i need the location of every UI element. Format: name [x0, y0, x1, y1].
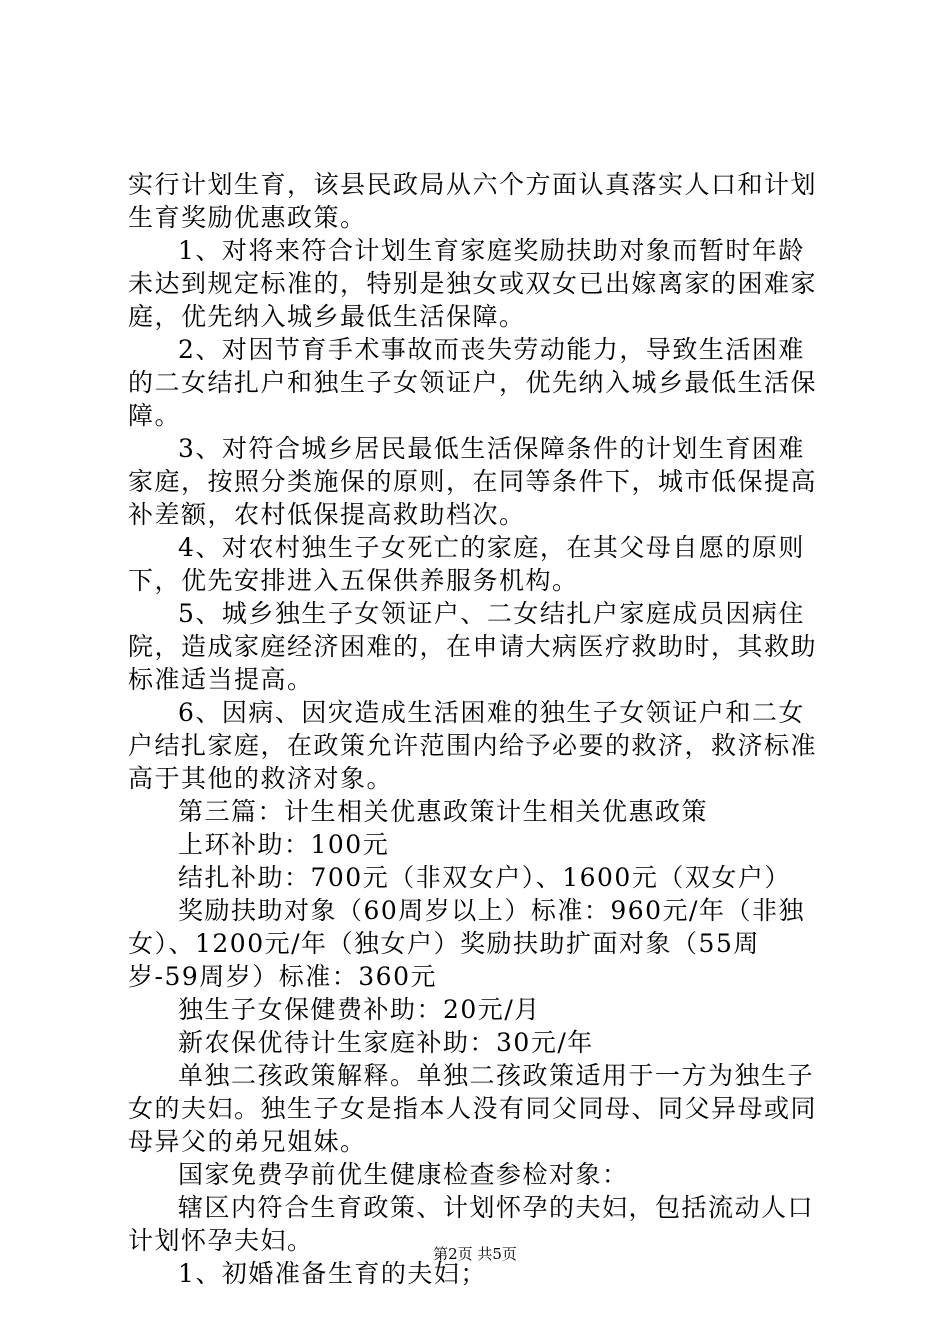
paragraph: 辖区内符合生育政策、计划怀孕的夫妇，包括流动人口计划怀孕夫妇。	[128, 1193, 815, 1255]
paragraph: 独生子女保健费补助：20元/月	[178, 995, 541, 1024]
paragraph: 1、对将来符合计划生育家庭奖励扶助对象而暂时年龄未达到规定标准的，特别是独女或双女已出嫁离家的困难家庭，优先纳入城乡最低生活保障。	[128, 236, 818, 331]
paragraph: 奖励扶助对象（60周岁以上）标准：960元/年（非独女）、1200元/年（独女户）奖励扶助扩面对象（55周岁-59周岁）标准：360元	[128, 896, 805, 991]
paragraph: 国家免费孕前优生健康检查参检对象：	[178, 1160, 629, 1189]
page-footer: 第2页 共5页	[433, 1245, 517, 1263]
document-body	[128, 168, 830, 1290]
paragraph: 4、对农村独生子女死亡的家庭，在其父母自愿的原则下，优先安排进入五保供养服务机构。	[128, 533, 805, 595]
paragraph: 实行计划生育，该县民政局从六个方面认真落实人口和计划生育奖励优惠政策。	[128, 170, 818, 232]
paragraph: 2、对因节育手术事故而丧失劳动能力，导致生活困难的二女结扎户和独生子女领证户，优先纳入城乡最低生活保障。	[128, 335, 818, 430]
paragraph: 5、城乡独生子女领证户、二女结扎户家庭成员因病住院，造成家庭经济困难的，在申请大病医疗救助时，其救助标准适当提高。	[128, 599, 818, 694]
paragraph: 6、因病、因灾造成生活困难的独生子女领证户和二女户结扎家庭，在政策允许范围内给予必要的救济，救济标准高于其他的救济对象。	[128, 698, 818, 793]
paragraph: 上环补助：100元	[178, 830, 390, 859]
paragraph: 3、对符合城乡居民最低生活保障条件的计划生育困难家庭，按照分类施保的原则，在同等条件下，城市低保提高补差额，农村低保提高救助档次。	[128, 434, 818, 529]
paragraph: 1、初婚准备生育的夫妇；	[178, 1259, 487, 1288]
paragraph: 单独二孩政策解释。单独二孩政策适用于一方为独生子女的夫妇。独生子女是指本人没有同父同母、同父异母或同母异父的弟兄姐妹。	[128, 1061, 818, 1156]
paragraph: 新农保优待计生家庭补助：30元/年	[178, 1028, 594, 1057]
paragraph: 第三篇：计生相关优惠政策计生相关优惠政策	[178, 797, 709, 826]
paragraph: 结扎补助：700元（非双女户）、1600元（双女户）	[178, 863, 791, 892]
